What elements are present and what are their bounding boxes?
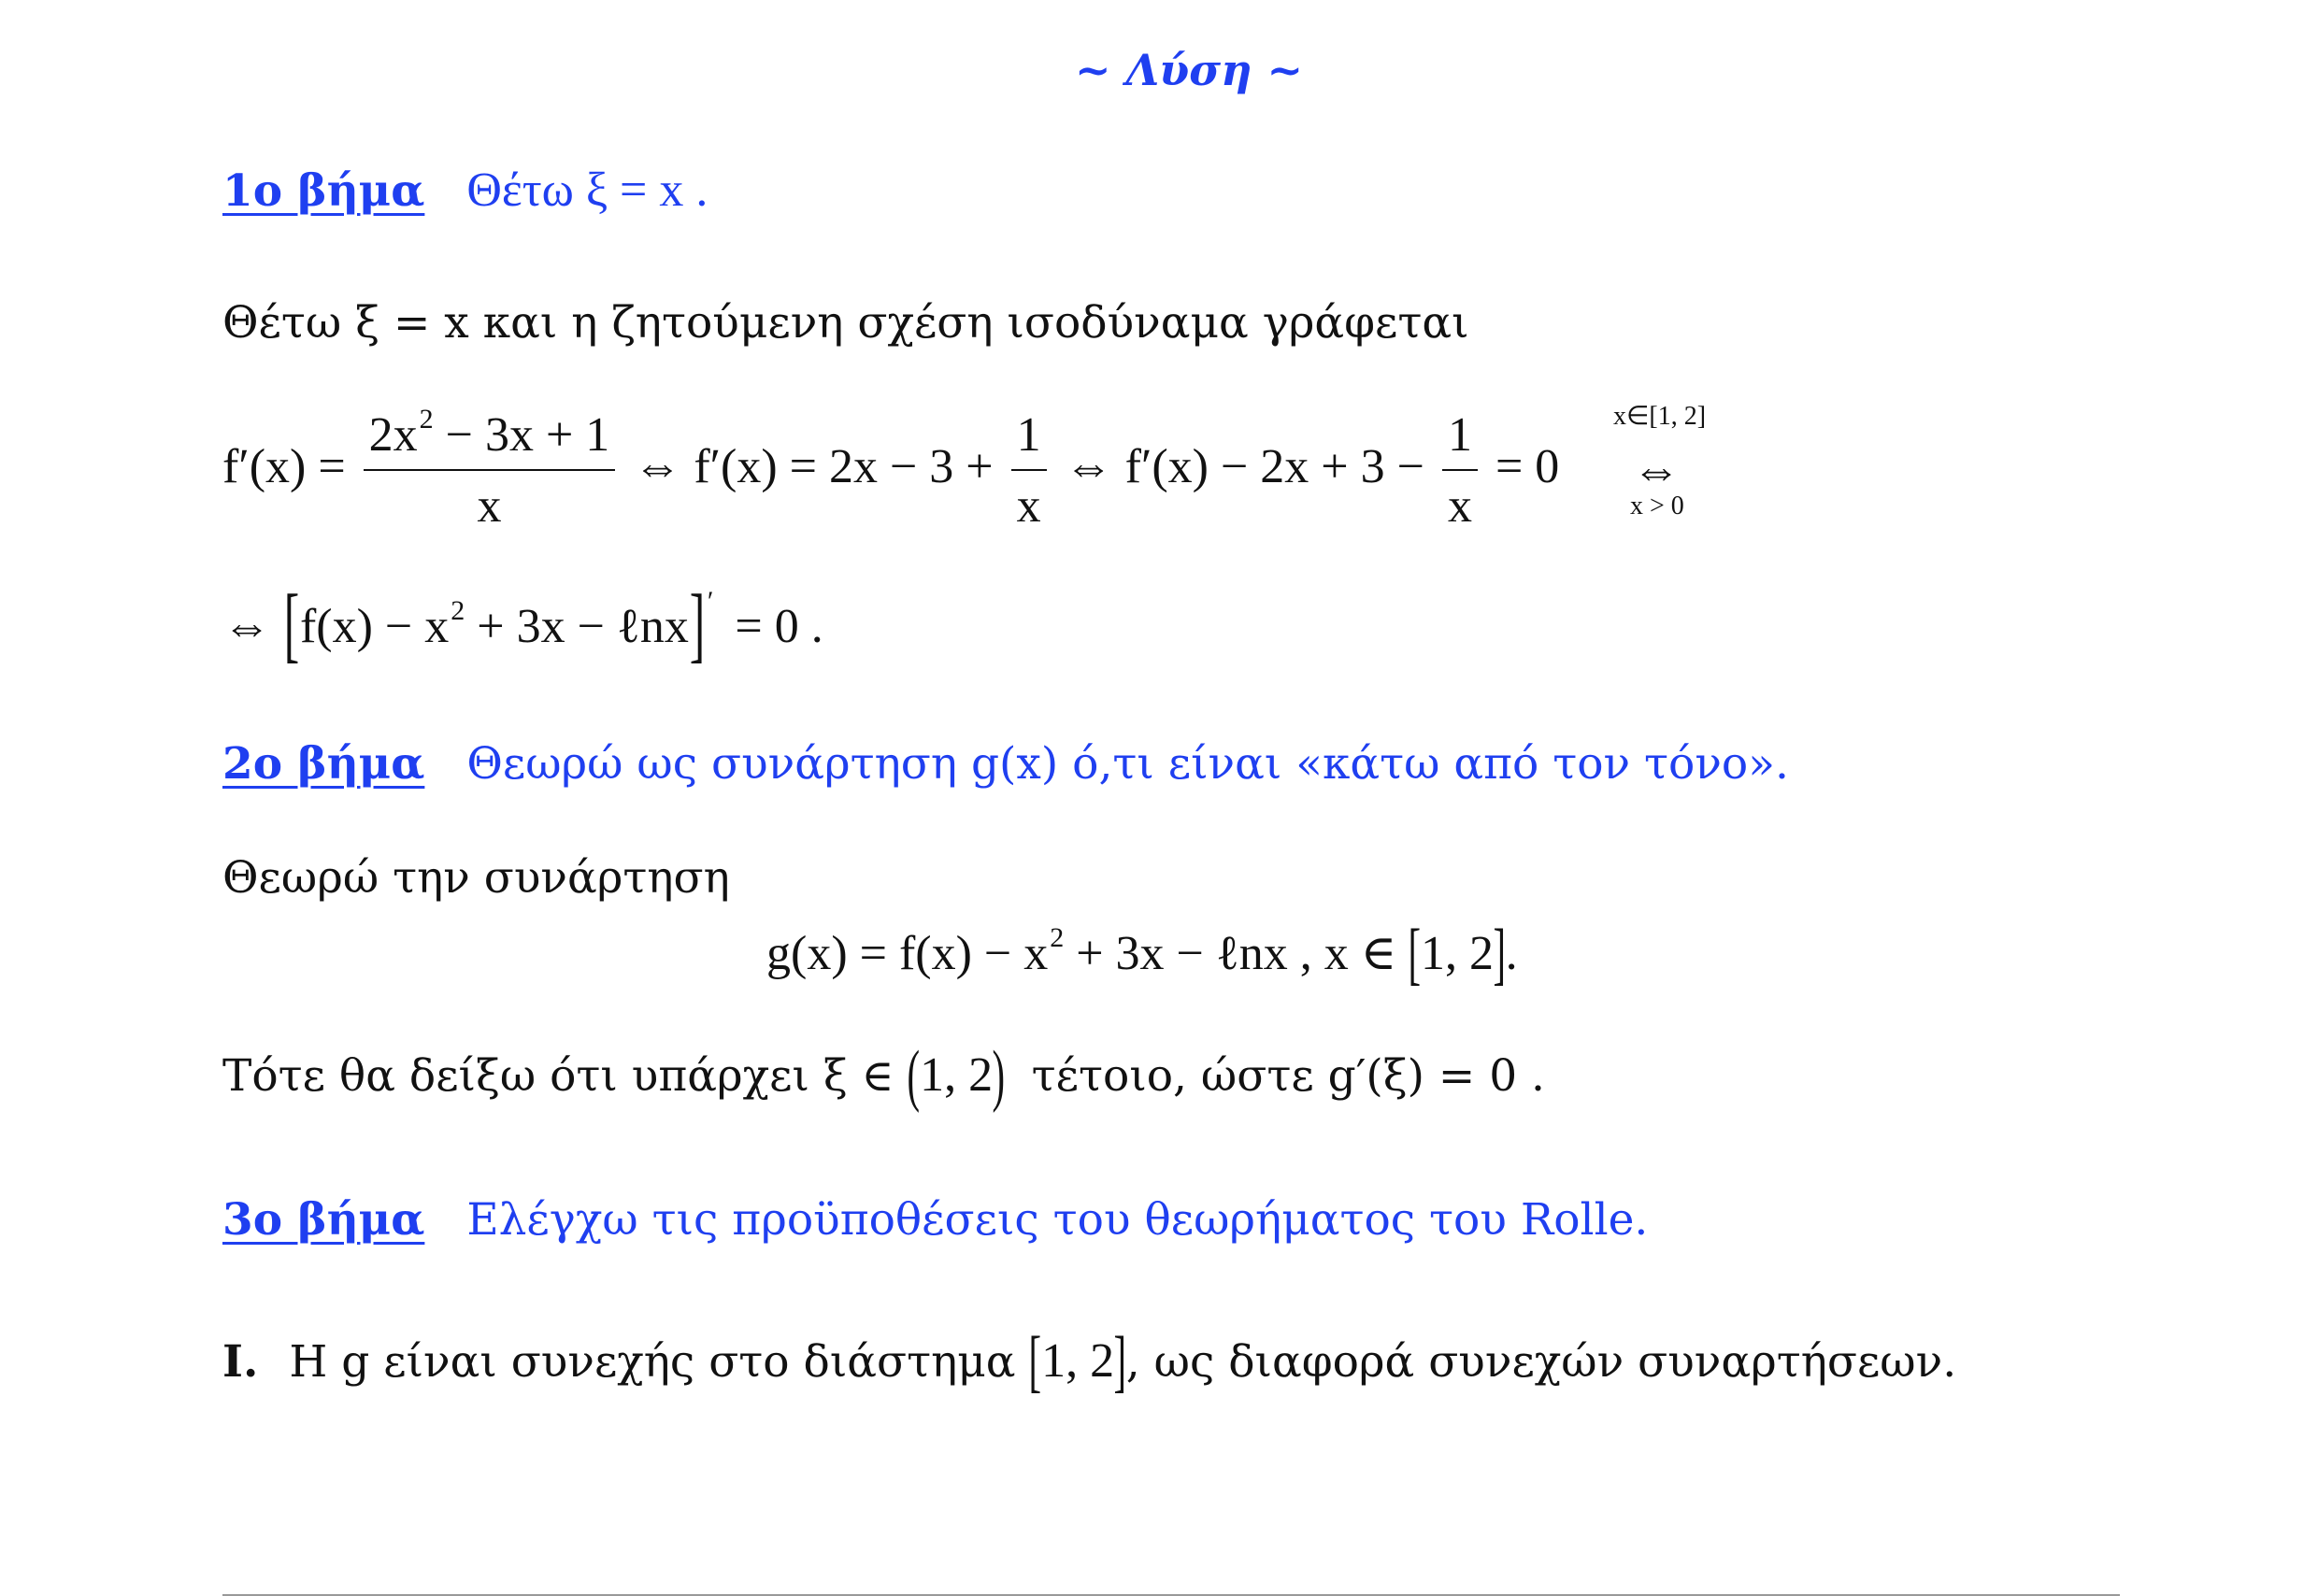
step2-label: 2ο βήμα: [222, 738, 425, 790]
step1-label: 1ο βήμα: [222, 165, 425, 217]
eq1-mid2: ⇔ f′(x) − 2x + 3 −: [1064, 439, 1424, 493]
left-bracket: [: [283, 578, 300, 671]
item-post: , ως διαφορά συνεχών συναρτήσεων.: [1125, 1336, 1957, 1388]
eq1-condition-top: x∈[1, 2]: [1613, 402, 1707, 431]
equation-bracket-derivative: [222, 578, 823, 673]
eq1-fraction-3: [1442, 408, 1478, 533]
step3-heading: [222, 1194, 1649, 1246]
eq1-fraction-2: [1011, 408, 1047, 533]
eq1-frac1-sup: 2: [419, 404, 434, 435]
item-left-bracket: [: [1029, 1323, 1042, 1400]
eq2-inner: f(x) − x: [299, 599, 450, 653]
claim-post: τέτοιο, ώστε g′(ξ) = 0 .: [1031, 1050, 1545, 1102]
claim-line: [222, 1037, 1545, 1114]
item-label: I.: [222, 1336, 259, 1388]
eq2-arrow: ⇔: [222, 599, 271, 653]
claim-left-paren: (: [907, 1037, 921, 1114]
step3-label: 3ο βήμα: [222, 1194, 425, 1246]
g-def-right-bracket: ]: [1493, 916, 1507, 992]
eq1-frac2-den: x: [1016, 479, 1041, 533]
eq2-rest: + 3x − ℓnx: [477, 599, 689, 653]
eq1-frac1-num: 2x: [368, 408, 418, 462]
g-definition: [766, 916, 1518, 992]
step2-heading-text: Θεωρώ ως συνάρτηση g(x) ό,τι είναι «κάτω από τον τόνο».: [466, 738, 1789, 790]
eq1-condition-bottom: x > 0: [1630, 492, 1684, 520]
eq2-prime: ′: [707, 585, 714, 617]
eq1-frac1-den: x: [477, 479, 502, 533]
claim-right-paren: ): [992, 1037, 1006, 1114]
claim-interval: 1, 2: [920, 1048, 994, 1102]
eq2-sup: 2: [451, 594, 465, 626]
eq1-lhs: f′(x) =: [222, 439, 346, 493]
g-def-end: .: [1505, 926, 1518, 980]
page-title: ~ Λύση ~: [1075, 45, 1304, 95]
eq1-equivalence-arrow: ⇔: [1632, 444, 1681, 497]
step3-heading-text: Ελέγχω τις προϋποθέσεις του θεωρήματος του Rolle.: [466, 1194, 1649, 1246]
rolle-condition-1: [222, 1323, 1957, 1400]
item-interval: 1, 2: [1041, 1334, 1115, 1388]
eq1-end: = 0: [1495, 439, 1560, 493]
item-right-bracket: ]: [1113, 1323, 1127, 1400]
eq1-fraction-1: [364, 404, 616, 533]
item-pre: Η g είναι συνεχής στο διάστημα: [289, 1336, 1016, 1388]
claim-pre: Τότε θα δείξω ότι υπάρχει ξ ∈: [222, 1050, 894, 1102]
g-def-sup: 2: [1050, 921, 1065, 953]
eq1-frac2-num: 1: [1011, 411, 1047, 471]
eq1-frac1-num-rest: − 3x + 1: [445, 408, 610, 462]
step1-intro: Θέτω ξ = x και η ζητούμενη σχέση ισοδύναμα γράφεται: [222, 297, 1469, 349]
g-def-left-bracket: [: [1408, 916, 1422, 992]
eq1-frac3-num: 1: [1442, 411, 1478, 471]
step2-intro: Θεωρώ την συνάρτηση: [222, 852, 730, 904]
right-bracket: ]: [689, 578, 706, 671]
step2-heading: [222, 738, 1789, 790]
eq1-mid1: ⇔ f′(x) = 2x − 3 +: [633, 439, 994, 493]
step1-heading: [222, 166, 708, 215]
g-def-rest: + 3x − ℓnx , x ∈: [1076, 926, 1397, 980]
step1-heading-math: Θέτω ξ = x .: [466, 164, 708, 217]
eq1-frac3-den: x: [1447, 479, 1472, 533]
eq2-end: = 0 .: [735, 599, 823, 653]
g-def-lhs: g(x) = f(x) − x: [766, 926, 1049, 980]
equation-derivative: [222, 404, 1560, 533]
g-def-interval: 1, 2: [1420, 926, 1494, 980]
